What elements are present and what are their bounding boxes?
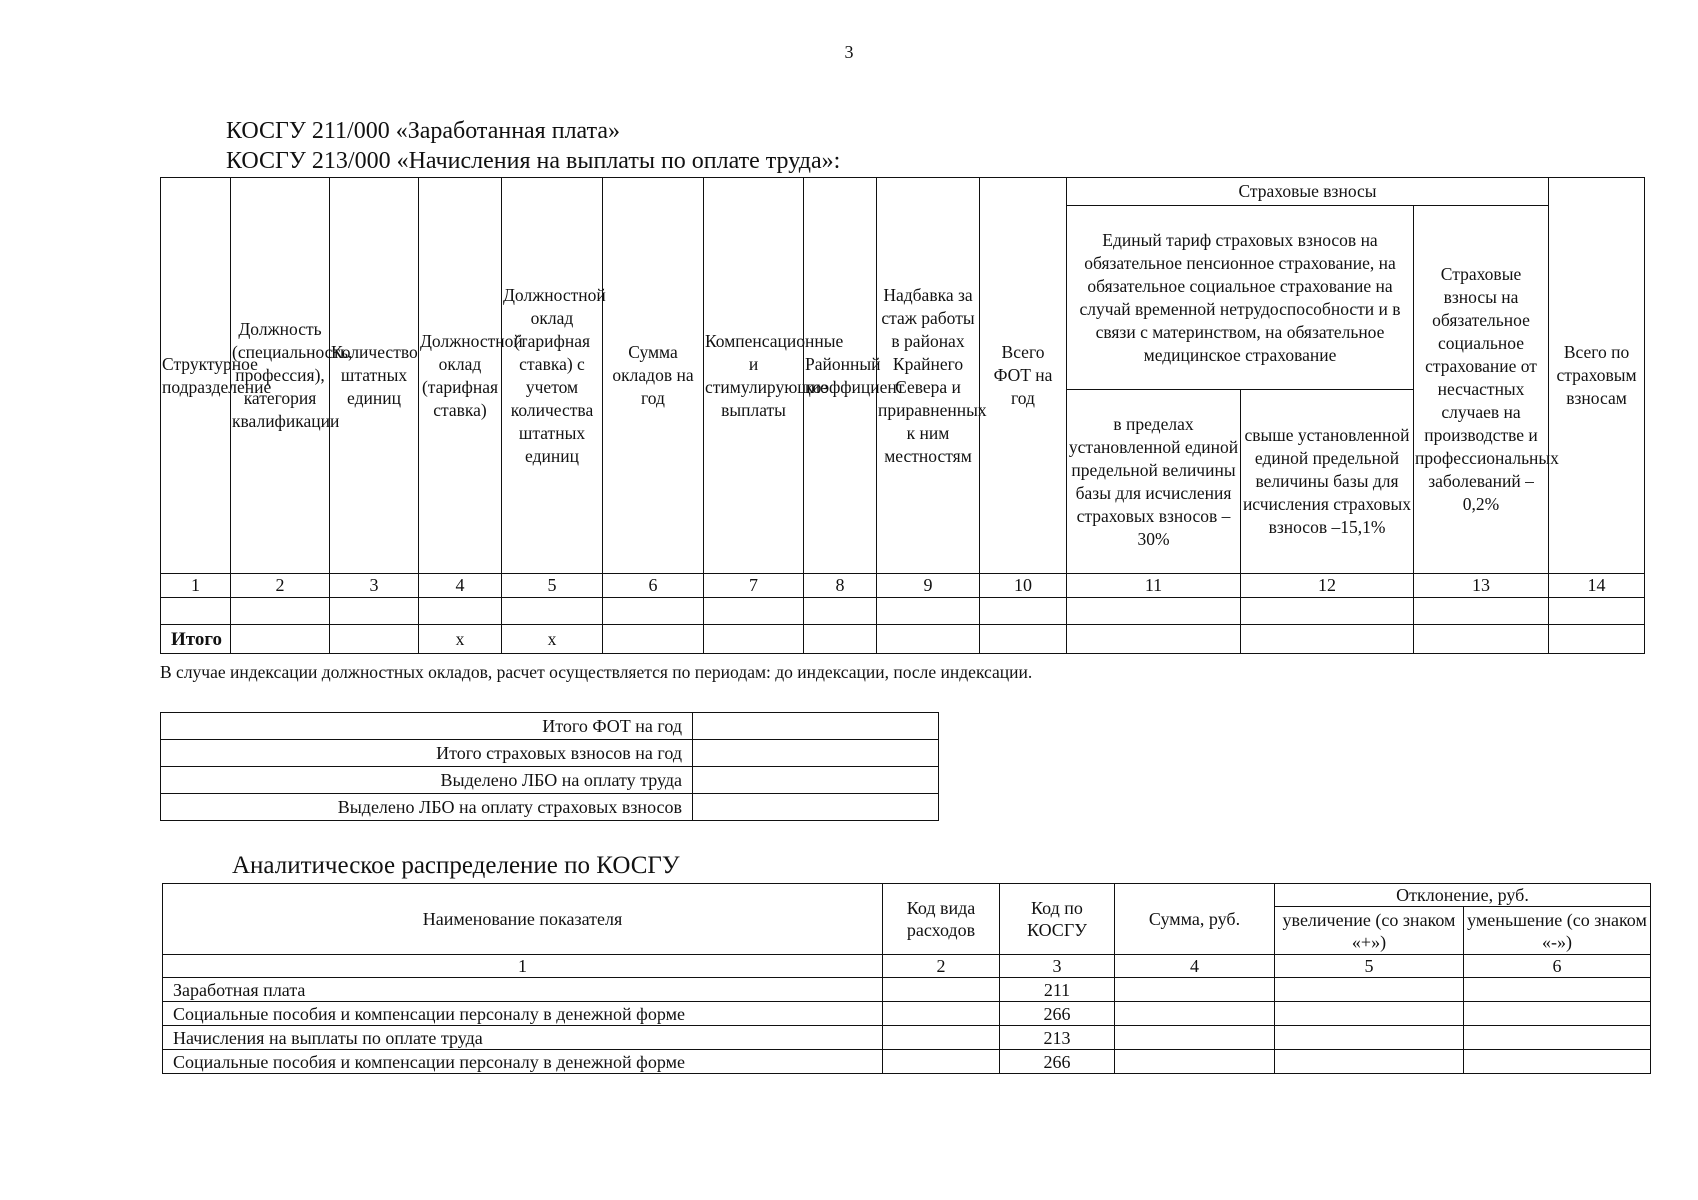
table-cell[interactable] (1115, 978, 1275, 1002)
column-number: 14 (1549, 574, 1645, 598)
kosgu-code: 266 (1000, 1002, 1115, 1026)
column-number: 2 (231, 574, 330, 598)
title-kosgu-213: КОСГУ 213/000 «Начисления на выплаты по оплате труда»: (226, 148, 841, 174)
table-cell[interactable] (419, 598, 502, 625)
header-decrease: уменьшение (со знаком «-») (1464, 907, 1651, 955)
header-position: Должность (специальность, профессия), категория квалификации (231, 178, 330, 574)
summary-row (161, 740, 939, 767)
column-number: 4 (419, 574, 502, 598)
table-cell[interactable] (877, 625, 980, 654)
payroll-table (160, 177, 1645, 654)
table-cell[interactable] (883, 1002, 1000, 1026)
column-number: 9 (877, 574, 980, 598)
table-cell[interactable] (1115, 1050, 1275, 1074)
table-cell[interactable] (883, 1050, 1000, 1074)
title-kosgu-211: КОСГУ 211/000 «Заработанная плата» (226, 118, 621, 144)
table-cell[interactable] (1275, 1026, 1464, 1050)
header-staff-count: Количество штатных единиц (330, 178, 419, 574)
analytic-table (162, 883, 1651, 1074)
total-label: Итого (161, 625, 231, 654)
table-cell[interactable] (1549, 625, 1645, 654)
table-cell[interactable] (1115, 1002, 1275, 1026)
indexation-note: В случае индексации должностных окладов, расчет осуществляется по периодам: до индексации, после индексации. (160, 662, 1033, 682)
table-cell[interactable] (980, 625, 1067, 654)
column-number: 10 (980, 574, 1067, 598)
table-cell[interactable] (1464, 1002, 1651, 1026)
document-titles (226, 116, 840, 176)
table-cell[interactable] (1241, 625, 1414, 654)
summary-label: Итого страховых взносов на год (161, 740, 693, 767)
table-cell[interactable] (1115, 1026, 1275, 1050)
table-cell[interactable] (877, 598, 980, 625)
table-cell[interactable] (1275, 1050, 1464, 1074)
header-structural-unit: Структурное подразделение (161, 178, 231, 574)
kosgu-code: 211 (1000, 978, 1115, 1002)
table-cell[interactable] (883, 1026, 1000, 1050)
table-cell[interactable] (330, 625, 419, 654)
summary-value-cell[interactable] (693, 713, 939, 740)
header-total-fot: Всего ФОТ на год (980, 178, 1067, 574)
table-cell[interactable] (1275, 1002, 1464, 1026)
indicator-name: Социальные пособия и компенсации персоналу в денежной форме (163, 1002, 883, 1026)
table-cell[interactable] (603, 625, 704, 654)
summary-label: Выделено ЛБО на оплату труда (161, 767, 693, 794)
indicator-name: Социальные пособия и компенсации персоналу в денежной форме (163, 1050, 883, 1074)
column-number: 3 (330, 574, 419, 598)
summary-row (161, 794, 939, 821)
column-number: 3 (1000, 955, 1115, 978)
total-mark-salary-by-count: x (502, 625, 603, 654)
header-salary: Должностной оклад (тарифная ставка) (419, 178, 502, 574)
table-cell[interactable] (1464, 1026, 1651, 1050)
table-row (163, 1050, 1651, 1074)
header-kosgu-code: Код по КОСГУ (1000, 884, 1115, 955)
table-cell[interactable] (231, 625, 330, 654)
header-annual-salaries: Сумма окладов на год (603, 178, 704, 574)
table-cell[interactable] (980, 598, 1067, 625)
total-mark-salary: x (419, 625, 502, 654)
header-unified-tariff: Единый тариф страховых взносов на обязательное пенсионное страхование, на обязательное социальное страхование на случай временной нетрудоспособности и в связи с материнством, на обязательное медицинское страхование (1067, 206, 1414, 390)
table-cell[interactable] (883, 978, 1000, 1002)
column-number: 5 (1275, 955, 1464, 978)
table-cell[interactable] (1241, 598, 1414, 625)
header-sum: Сумма, руб. (1115, 884, 1275, 955)
header-indicator-name: Наименование показателя (163, 884, 883, 955)
summary-row (161, 767, 939, 794)
total-row (161, 625, 1645, 654)
column-number: 11 (1067, 574, 1241, 598)
header-increase: увеличение (со знаком «+») (1275, 907, 1464, 955)
table-cell[interactable] (804, 598, 877, 625)
analytic-title: Аналитическое распределение по КОСГУ (232, 852, 680, 879)
header-expense-code: Код вида расходов (883, 884, 1000, 955)
column-number: 1 (161, 574, 231, 598)
header-above-limit: свыше установленной единой предельной величины базы для исчисления страховых взносов –15,1% (1241, 390, 1414, 574)
header-deviation: Отклонение, руб. (1275, 884, 1651, 907)
summary-label: Выделено ЛБО на оплату страховых взносов (161, 794, 693, 821)
summary-value-cell[interactable] (693, 740, 939, 767)
summary-value-cell[interactable] (693, 794, 939, 821)
header-accident-insurance: Страховые взносы на обязательное социальное страхование от несчастных случаев на производстве и профессиональных заболеваний – 0,2% (1414, 206, 1549, 574)
summary-label: Итого ФОТ на год (161, 713, 693, 740)
kosgu-code: 266 (1000, 1050, 1115, 1074)
kosgu-code: 213 (1000, 1026, 1115, 1050)
summary-row (161, 713, 939, 740)
header-total-insurance: Всего по страховым взносам (1549, 178, 1645, 574)
table-cell[interactable] (1549, 598, 1645, 625)
header-north-bonus: Надбавка за стаж работы в районах Крайнего Севера и приравненных к ним местностям (877, 178, 980, 574)
column-numbers-row (161, 574, 1645, 598)
header-salary-by-count: Должностной оклад (тарифная ставка) с учетом количества штатных единиц (502, 178, 603, 574)
column-number: 8 (804, 574, 877, 598)
table-cell[interactable] (161, 598, 231, 625)
page-number: 3 (844, 42, 854, 62)
column-number: 6 (603, 574, 704, 598)
column-number: 4 (1115, 955, 1275, 978)
column-number: 5 (502, 574, 603, 598)
table-cell[interactable] (1414, 625, 1549, 654)
header-insurance-group: Страховые взносы (1067, 178, 1549, 206)
table-cell[interactable] (1067, 598, 1241, 625)
table-cell[interactable] (704, 598, 804, 625)
column-number: 13 (1414, 574, 1549, 598)
table-cell[interactable] (1414, 598, 1549, 625)
table-cell[interactable] (704, 625, 804, 654)
table-row (163, 1002, 1651, 1026)
table-cell[interactable] (603, 598, 704, 625)
table-cell[interactable] (1275, 978, 1464, 1002)
column-number: 12 (1241, 574, 1414, 598)
table-row (161, 598, 1645, 625)
table-cell[interactable] (502, 598, 603, 625)
column-numbers-row (163, 955, 1651, 978)
column-number: 6 (1464, 955, 1651, 978)
table-row (163, 1026, 1651, 1050)
header-regional-coef: Районный коэффициент (804, 178, 877, 574)
table-cell[interactable] (330, 598, 419, 625)
indicator-name: Начисления на выплаты по оплате труда (163, 1026, 883, 1050)
column-number: 7 (704, 574, 804, 598)
header-compensation: Компенсационные и стимулирующие выплаты (704, 178, 804, 574)
column-number: 1 (163, 955, 883, 978)
indicator-name: Заработная плата (163, 978, 883, 1002)
table-cell[interactable] (804, 625, 877, 654)
header-within-limit: в пределах установленной единой предельной величины базы для исчисления страховых взносов – 30% (1067, 390, 1241, 574)
table-cell[interactable] (1464, 978, 1651, 1002)
column-number: 2 (883, 955, 1000, 978)
table-row (163, 978, 1651, 1002)
table-cell[interactable] (1067, 625, 1241, 654)
table-cell[interactable] (1464, 1050, 1651, 1074)
summary-value-cell[interactable] (693, 767, 939, 794)
summary-table (160, 712, 939, 821)
table-cell[interactable] (231, 598, 330, 625)
